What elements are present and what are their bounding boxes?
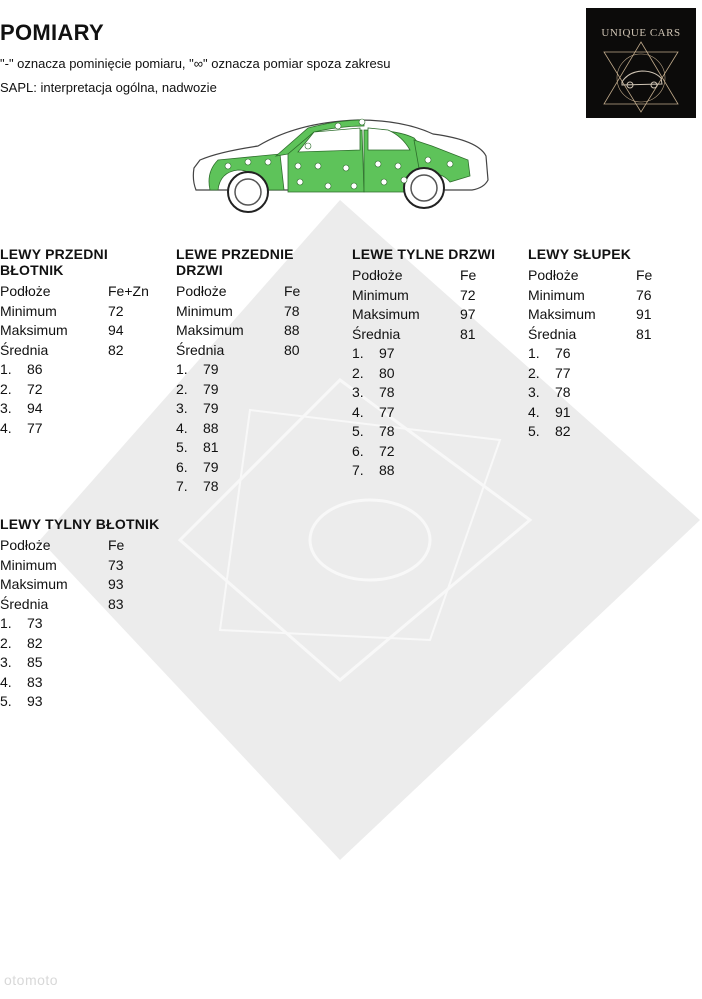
minimum-row <box>176 302 341 322</box>
reading-row <box>352 364 517 384</box>
reading-value: 78 <box>555 384 571 400</box>
reading-index: 4. <box>528 403 540 420</box>
reading-row <box>352 422 517 442</box>
minimum-label: Minimum <box>0 556 57 573</box>
reading-row <box>176 360 341 380</box>
maximum-value: 91 <box>636 306 652 322</box>
reading-row <box>0 360 165 380</box>
minimum-label: Minimum <box>0 302 57 319</box>
substrate-label: Podłoże <box>528 267 579 283</box>
reading-value: 77 <box>379 403 395 420</box>
reading-row <box>528 364 698 384</box>
reading-row <box>352 383 517 403</box>
minimum-value: 72 <box>460 286 476 303</box>
reading-index: 2. <box>0 380 12 397</box>
reading-index: 7. <box>352 462 364 478</box>
reading-index: 5. <box>352 423 364 439</box>
reading-value: 77 <box>555 364 571 381</box>
average-row <box>0 341 165 361</box>
reading-index: 4. <box>176 419 188 436</box>
reading-row <box>0 673 165 693</box>
section-title: LEWY PRZEDNI BŁOTNIK <box>0 246 108 278</box>
reading-value: 88 <box>379 462 395 478</box>
reading-row <box>176 419 341 439</box>
substrate-value: Fe+Zn <box>108 283 149 299</box>
reading-index: 7. <box>176 478 188 494</box>
substrate-value: Fe <box>108 537 125 553</box>
logo-emblem-icon <box>586 8 696 118</box>
reading-index: 2. <box>176 380 188 397</box>
substrate-label: Podłoże <box>0 537 51 553</box>
reading-row <box>352 403 517 423</box>
substrate-row <box>352 266 517 286</box>
substrate-label: Podłoże <box>176 283 227 299</box>
reading-row <box>352 344 517 364</box>
minimum-label: Minimum <box>352 286 409 303</box>
reading-value: 83 <box>27 673 43 690</box>
reading-row <box>528 383 698 403</box>
reading-value: 80 <box>379 364 395 381</box>
reading-value: 82 <box>555 423 571 439</box>
reading-value: 79 <box>203 458 219 475</box>
sapl-note: SAPL: interpretacja ogólna, nadwozie <box>0 80 217 95</box>
minimum-row <box>352 286 517 306</box>
reading-value: 93 <box>27 693 43 709</box>
reading-value: 78 <box>379 423 395 439</box>
substrate-value: Fe <box>636 267 653 283</box>
average-value: 83 <box>108 595 124 612</box>
section-left-rear-door <box>352 246 517 481</box>
maximum-label: Maksimum <box>352 306 420 322</box>
reading-index: 3. <box>528 384 540 400</box>
reading-index: 3. <box>0 654 12 670</box>
maximum-value: 97 <box>460 306 476 322</box>
reading-row <box>176 399 341 419</box>
reading-row <box>528 422 698 442</box>
reading-value: 78 <box>203 478 219 494</box>
reading-index: 6. <box>176 458 188 475</box>
maximum-label: Maksimum <box>528 306 596 322</box>
reading-index: 1. <box>528 345 540 361</box>
average-row <box>176 341 341 361</box>
substrate-value: Fe <box>284 283 301 299</box>
logo-text: UNIQUE CARS <box>601 27 681 39</box>
reading-value: 85 <box>27 654 43 670</box>
minimum-row <box>0 556 165 576</box>
reading-value: 78 <box>379 384 395 400</box>
substrate-label: Podłoże <box>0 283 51 299</box>
average-value: 80 <box>284 341 300 358</box>
reading-index: 2. <box>528 364 540 381</box>
minimum-row <box>528 286 698 306</box>
reading-index: 1. <box>0 361 12 377</box>
reading-value: 79 <box>203 361 219 377</box>
maximum-label: Maksimum <box>0 322 68 338</box>
average-label: Średnia <box>528 325 577 342</box>
average-row <box>352 325 517 345</box>
minimum-label: Minimum <box>528 286 585 303</box>
minimum-label: Minimum <box>176 302 233 319</box>
reading-row <box>176 438 341 458</box>
average-value: 82 <box>108 341 124 358</box>
reading-row <box>176 458 341 478</box>
reading-row <box>0 399 165 419</box>
maximum-row <box>528 305 698 325</box>
average-value: 81 <box>636 325 652 342</box>
minimum-value: 76 <box>636 286 652 303</box>
maximum-row <box>352 305 517 325</box>
reading-index: 4. <box>0 419 12 436</box>
reading-index: 3. <box>352 384 364 400</box>
reading-index: 3. <box>0 400 12 416</box>
average-label: Średnia <box>0 595 49 612</box>
maximum-row <box>0 575 165 595</box>
reading-index: 5. <box>0 693 12 709</box>
section-title: LEWY TYLNY BŁOTNIK <box>0 516 160 532</box>
unique-cars-logo <box>586 8 696 118</box>
reading-row <box>0 380 165 400</box>
reading-value: 81 <box>203 439 219 455</box>
reading-index: 5. <box>528 423 540 439</box>
reading-row <box>352 461 517 481</box>
reading-row <box>0 653 165 673</box>
maximum-row <box>176 321 341 341</box>
reading-value: 97 <box>379 345 395 361</box>
reading-row <box>176 380 341 400</box>
reading-value: 73 <box>27 615 43 631</box>
reading-index: 2. <box>0 634 12 651</box>
reading-row <box>352 442 517 462</box>
reading-value: 72 <box>27 380 43 397</box>
reading-index: 4. <box>352 403 364 420</box>
car-side-diagram <box>188 116 492 218</box>
reading-index: 5. <box>176 439 188 455</box>
maximum-label: Maksimum <box>0 576 68 592</box>
minimum-row <box>0 302 165 322</box>
reading-value: 76 <box>555 345 571 361</box>
reading-value: 79 <box>203 380 219 397</box>
otomoto-watermark: otomoto <box>4 972 59 988</box>
reading-index: 1. <box>352 345 364 361</box>
section-left-front-fender <box>0 246 165 438</box>
section-left-pillar <box>528 246 698 442</box>
reading-row <box>0 614 165 634</box>
reading-value: 88 <box>203 419 219 436</box>
maximum-value: 88 <box>284 322 300 338</box>
reading-value: 77 <box>27 419 43 436</box>
reading-value: 72 <box>379 442 395 459</box>
reading-index: 1. <box>0 615 12 631</box>
section-left-rear-fender <box>0 516 165 712</box>
average-label: Średnia <box>352 325 401 342</box>
substrate-row <box>176 282 341 302</box>
reading-value: 94 <box>27 400 43 416</box>
reading-index: 3. <box>176 400 188 416</box>
reading-value: 86 <box>27 361 43 377</box>
maximum-value: 94 <box>108 322 124 338</box>
substrate-label: Podłoże <box>352 267 403 283</box>
substrate-row <box>0 282 165 302</box>
reading-row <box>0 419 165 439</box>
reading-row <box>528 403 698 423</box>
reading-value: 91 <box>555 403 571 420</box>
minimum-value: 78 <box>284 302 300 319</box>
reading-index: 6. <box>352 442 364 459</box>
minimum-value: 73 <box>108 556 124 573</box>
page-title: POMIARY <box>0 20 104 45</box>
reading-row <box>0 692 165 712</box>
substrate-row <box>0 536 165 556</box>
minimum-value: 72 <box>108 302 124 319</box>
average-row <box>528 325 698 345</box>
substrate-value: Fe <box>460 267 477 283</box>
reading-row <box>528 344 698 364</box>
substrate-row <box>528 266 698 286</box>
section-title: LEWE TYLNE DRZWI <box>352 246 496 262</box>
reading-row <box>0 634 165 654</box>
reading-index: 2. <box>352 364 364 381</box>
average-label: Średnia <box>176 341 225 358</box>
reading-row <box>176 477 341 497</box>
section-title: LEWY SŁUPEK <box>528 246 632 262</box>
maximum-value: 93 <box>108 576 124 592</box>
reading-value: 79 <box>203 400 219 416</box>
legend-note: "-" oznacza pominięcie pomiaru, "∞" oznacza pomiar spoza zakresu <box>0 56 391 71</box>
reading-index: 1. <box>176 361 188 377</box>
average-row <box>0 595 165 615</box>
reading-value: 82 <box>27 634 43 651</box>
maximum-row <box>0 321 165 341</box>
maximum-label: Maksimum <box>176 322 244 338</box>
average-value: 81 <box>460 325 476 342</box>
section-left-front-door <box>176 246 341 497</box>
section-title: LEWE PRZEDNIE DRZWI <box>176 246 294 278</box>
average-label: Średnia <box>0 341 49 358</box>
reading-index: 4. <box>0 673 12 690</box>
